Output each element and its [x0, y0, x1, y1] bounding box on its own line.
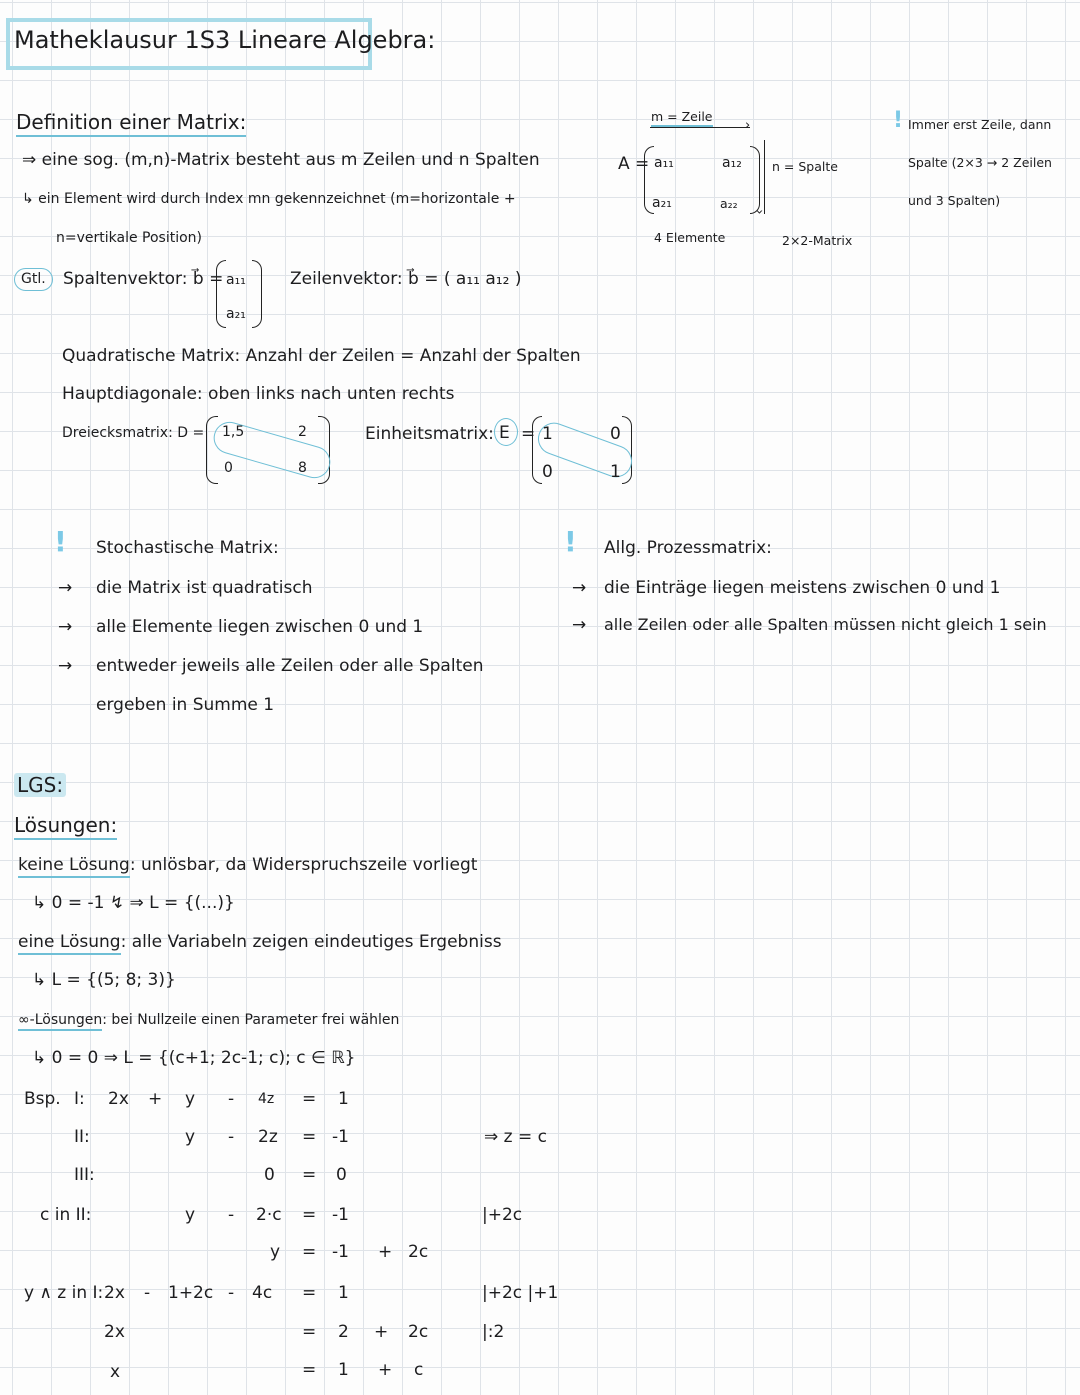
hauptdiagonale: Hauptdiagonale: oben links nach unten rechts	[62, 384, 455, 404]
eq-term: 2	[338, 1322, 349, 1342]
diagram-n-line	[764, 140, 765, 214]
eq-op: =	[302, 1283, 317, 1303]
einheit-paren-left	[532, 416, 542, 484]
keine-loesung: keine Lösung: unlösbar, da Widerspruchszeile vorliegt	[18, 855, 477, 875]
page-title: Matheklausur 1S3 Lineare Algebra:	[14, 26, 436, 54]
arrow-icon: →	[58, 656, 73, 676]
quadratische-matrix: Quadratische Matrix: Anzahl der Zeilen = Anzahl der Spalten	[62, 346, 581, 366]
diagram-cell: a₁₁	[654, 155, 674, 171]
dreiecksmatrix-label: Dreiecksmatrix: D =	[62, 425, 205, 441]
eq-term: 0	[264, 1165, 275, 1185]
eq-term: 1	[338, 1360, 349, 1380]
stochastisch-heading: Stochastische Matrix:	[96, 538, 279, 558]
loesungen-heading: Lösungen:	[14, 813, 117, 837]
diagram-cell: a₂₁	[652, 195, 672, 211]
diagram-cell: a₂₂	[720, 196, 738, 211]
einheit-cell: 0	[610, 424, 621, 444]
eq-op: -	[144, 1283, 151, 1303]
spaltenvektor-label: Spaltenvektor: b⃗ =	[63, 269, 224, 289]
arrow-down-icon: ›	[751, 209, 767, 215]
spaltenvektor-paren-left	[216, 260, 226, 328]
exclamation-icon: !	[54, 525, 67, 558]
inf-loesungen-example: ↳ 0 = 0 ⇒ L = {(c+1; 2c-1; c); c ∈ ℝ}	[32, 1048, 356, 1068]
eq-term: 2z	[258, 1127, 278, 1147]
stochastisch-item: die Matrix ist quadratisch	[96, 578, 313, 598]
eq-term: y	[185, 1089, 196, 1109]
diagram-paren-right	[750, 146, 760, 214]
eq-op: -	[228, 1205, 235, 1225]
eq-term: 2·c	[256, 1205, 282, 1225]
eq-row-label: y ∧ z in I:	[24, 1283, 104, 1303]
einheit-cell: 0	[542, 462, 553, 482]
exclamation-icon: !	[893, 108, 904, 133]
eq-term: 2x	[104, 1283, 125, 1303]
exclamation-icon: !	[564, 525, 577, 558]
note-line: und 3 Spalten)	[908, 193, 1001, 208]
prozess-heading: Allg. Prozessmatrix:	[604, 538, 772, 558]
einheit-e: E	[499, 423, 510, 443]
spaltenvektor-bottom: a₂₁	[226, 306, 246, 322]
dreieck-cell: 0	[224, 460, 233, 476]
prozess-item: die Einträge liegen meistens zwischen 0 und 1	[604, 578, 1001, 598]
diagram-size: 2×2-Matrix	[782, 233, 853, 248]
eq-term: -1	[332, 1127, 349, 1147]
inf-loesungen: ∞-Lösungen: bei Nullzeile einen Parameter frei wählen	[18, 1012, 399, 1029]
eine-loesung-example: ↳ L = {(5; 8; 3)}	[32, 970, 176, 990]
lgs-heading: LGS:	[14, 773, 66, 797]
eq-term: 1+2c	[168, 1283, 214, 1303]
diagram-m-label: m = Zeile	[651, 109, 713, 124]
eq-op: -	[228, 1127, 235, 1147]
eq-row-label: I:	[74, 1089, 85, 1109]
eq-term: 2x	[108, 1089, 129, 1109]
spaltenvektor-top: a₁₁	[226, 272, 246, 288]
einheit-cell: 1	[610, 462, 621, 482]
eq-note: ⇒ z = c	[484, 1127, 547, 1147]
eq-op: =	[302, 1242, 317, 1262]
eq-term: y	[185, 1205, 196, 1225]
eq-term: 2c	[408, 1242, 429, 1262]
eq-term: -1	[332, 1242, 349, 1262]
eine-loesung: eine Lösung: alle Variabeln zeigen eindeutiges Ergebniss	[18, 932, 502, 952]
diagram-cell: a₁₂	[722, 155, 742, 171]
bsp-label: Bsp.	[24, 1089, 61, 1109]
eq-op: =	[302, 1205, 317, 1225]
diagram-n-label: n = Spalte	[772, 159, 838, 174]
eq-term: y	[270, 1242, 281, 1262]
eq-op: +	[148, 1089, 163, 1109]
eq-term: 2c	[408, 1322, 429, 1342]
zeilenvektor: Zeilenvektor: b⃗ = ( a₁₁ a₁₂ )	[290, 269, 522, 289]
einheitsmatrix-label: Einheitsmatrix:	[365, 424, 494, 444]
einheit-cell: 1	[542, 424, 553, 444]
stochastisch-cont: ergeben in Summe 1	[96, 695, 275, 715]
eq-op: -	[228, 1089, 235, 1109]
dreieck-cell: 2	[298, 424, 307, 440]
eq-op: =	[302, 1089, 317, 1109]
eq-op: -	[228, 1283, 235, 1303]
arrow-icon: →	[572, 578, 587, 598]
arrow-icon: →	[58, 578, 73, 598]
eq-note: |:2	[482, 1322, 505, 1342]
eq-row-label: III:	[74, 1165, 95, 1185]
arrow-right-icon: ›	[745, 118, 751, 133]
arrow-icon: →	[572, 615, 587, 635]
eq-row-label: II:	[74, 1127, 90, 1147]
note-line: Spalte (2×3 → 2 Zeilen	[908, 155, 1052, 170]
stochastisch-item: alle Elemente liegen zwischen 0 und 1	[96, 617, 424, 637]
eq-term: x	[110, 1362, 121, 1382]
dreieck-cell: 8	[298, 460, 307, 476]
eq-term: 1	[338, 1283, 349, 1303]
eq-term: 1	[338, 1089, 349, 1109]
eq-row-label: c in II:	[40, 1205, 92, 1225]
einheit-equals: =	[521, 424, 536, 444]
eq-op: =	[302, 1360, 317, 1380]
matrix-line3: n=vertikale Position)	[56, 230, 203, 246]
matrix-line2: ↳ ein Element wird durch Index mn gekennzeichnet (m=horizontale +	[22, 191, 516, 207]
eq-note: |+2c |+1	[482, 1283, 559, 1303]
dreieck-paren-left	[206, 416, 218, 484]
eq-note: |+2c	[482, 1205, 523, 1225]
spaltenvektor-paren-right	[252, 260, 262, 328]
eq-term: 4z	[258, 1091, 275, 1107]
eq-term: c	[414, 1360, 424, 1380]
note-line: Immer erst Zeile, dann	[908, 117, 1052, 132]
matrix-heading: Definition einer Matrix:	[16, 110, 246, 134]
matrix-line1: ⇒ eine sog. (m,n)-Matrix besteht aus m Zeilen und n Spalten	[22, 150, 540, 170]
eq-op: +	[378, 1242, 393, 1262]
eq-op: +	[374, 1322, 389, 1342]
keine-loesung-example: ↳ 0 = -1 ↯ ⇒ L = {(...)}	[32, 893, 235, 913]
prozess-item: alle Zeilen oder alle Spalten müssen nicht gleich 1 sein	[604, 615, 1047, 634]
eq-term: -1	[332, 1205, 349, 1225]
eq-term: 2x	[104, 1322, 125, 1342]
diagram-a-label: A =	[618, 154, 650, 174]
diagram-elements: 4 Elemente	[654, 230, 726, 245]
dreieck-cell: 1,5	[222, 424, 245, 440]
stochastisch-item: entweder jeweils alle Zeilen oder alle Spalten	[96, 656, 484, 676]
eq-op: =	[302, 1322, 317, 1342]
eq-term: 4c	[252, 1283, 273, 1303]
gtl-badge: Gtl.	[14, 268, 53, 291]
eq-term: 0	[336, 1165, 347, 1185]
eq-op: +	[378, 1360, 393, 1380]
eq-op: =	[302, 1127, 317, 1147]
eq-term: y	[185, 1127, 196, 1147]
arrow-icon: →	[58, 617, 73, 637]
diagram-m-arrow	[650, 127, 750, 128]
eq-op: =	[302, 1165, 317, 1185]
